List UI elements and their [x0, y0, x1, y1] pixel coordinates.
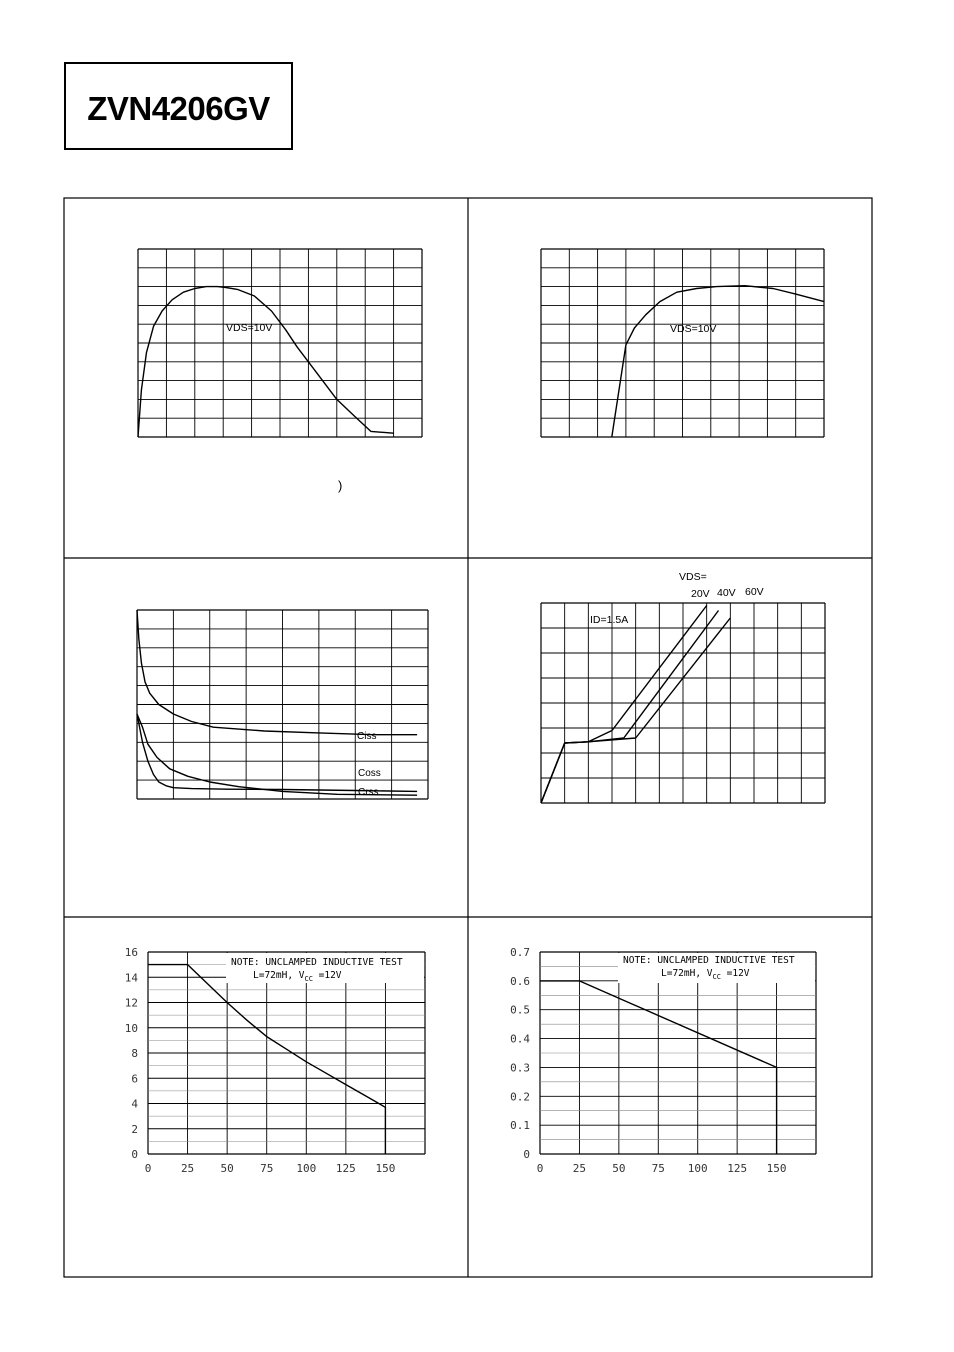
- c5-ytick-label: 14: [124, 971, 138, 985]
- c6-ytick-label: 0.2: [510, 1090, 530, 1104]
- c5-ytick-label: 6: [131, 1072, 138, 1086]
- c6-ytick-label: 0.1: [510, 1119, 530, 1133]
- c1-grid: [138, 249, 422, 437]
- chart-2-transfer: [541, 249, 824, 437]
- c5-xtick-label: 150: [375, 1162, 396, 1175]
- c4-series-20V: [541, 606, 707, 804]
- chart-4-40v-label: 40V: [717, 587, 736, 599]
- c6-xtick-label: 125: [727, 1162, 748, 1175]
- chart-4-20v-label: 20V: [691, 588, 710, 600]
- c6-ytick-label: 0.5: [510, 1003, 530, 1017]
- c6-ytick-label: 0.7: [510, 946, 530, 959]
- c6-xtick-label: 0: [536, 1162, 544, 1175]
- chart-2-vds-label: VDS=10V: [670, 323, 717, 335]
- c6-ytick-label: 0: [523, 1148, 530, 1161]
- c5-xtick-label: 50: [220, 1162, 234, 1175]
- c5-ytick-label: 12: [124, 996, 138, 1010]
- c5-xtick-label: 0: [144, 1162, 152, 1175]
- chart-4-60v-label: 60V: [745, 586, 764, 598]
- c3-grid: [137, 610, 428, 799]
- c5-xtick-label: 75: [260, 1162, 274, 1175]
- part-number-title: ZVN4206GV: [87, 90, 270, 127]
- c6-ytick-label: 0.4: [510, 1032, 530, 1046]
- chart-3-capacitance: [137, 610, 428, 799]
- c6-xtick-label: 25: [572, 1162, 587, 1175]
- c5-xtick-label: 125: [335, 1162, 356, 1175]
- c5-xtick-label: 100: [296, 1162, 317, 1175]
- c6-xtick-label: 100: [687, 1162, 708, 1175]
- c4-grid: [541, 603, 825, 803]
- chart-3-crss-label: Crss: [358, 787, 379, 798]
- chart-3-coss-label: Coss: [358, 768, 381, 779]
- c6-xtick-label: 50: [612, 1162, 626, 1175]
- c5-ytick-label: 0: [131, 1148, 138, 1161]
- c2-grid: [541, 249, 824, 437]
- chart-6-note-line1: NOTE: UNCLAMPED INDUCTIVE TEST: [623, 955, 795, 966]
- chart-6-note-line2: L=72mH, $V_{CC} =12V$: [661, 968, 750, 981]
- chart-6-avalanche-current: [510, 946, 816, 1175]
- c6-ytick-label: 0.3: [510, 1061, 530, 1075]
- c6-xtick-label: 150: [766, 1162, 787, 1175]
- chart-4-vds-label: VDS=: [679, 571, 707, 583]
- chart-3-ciss-label: Ciss: [357, 731, 377, 742]
- c5-xtick-label: 25: [180, 1162, 195, 1175]
- c5-ytick-label: 10: [124, 1021, 138, 1035]
- chart-1-transconductance: [138, 249, 422, 437]
- panel-frame: [64, 198, 872, 1277]
- chart-4-id-label: ID=1.5A: [590, 614, 629, 626]
- c5-ytick-label: 16: [124, 946, 138, 959]
- c6-ytick-label: 0.6: [510, 974, 530, 988]
- c6-xtick-label: 75: [651, 1162, 665, 1175]
- chart-5-note-line2: L=72mH, $V_{CC} =12V$: [253, 970, 342, 983]
- chart-4-gate-charge: [541, 603, 825, 803]
- chart-1-paren-label: ): [338, 478, 343, 493]
- c5-ytick-label: 2: [131, 1122, 138, 1136]
- chart-1-vds-label: VDS=10V: [226, 322, 273, 334]
- c3-series-Coss: [137, 714, 417, 795]
- c5-ytick-label: 8: [131, 1047, 138, 1060]
- chart-5-note-line1: NOTE: UNCLAMPED INDUCTIVE TEST: [231, 957, 403, 968]
- c5-ytick-label: 4: [131, 1097, 138, 1111]
